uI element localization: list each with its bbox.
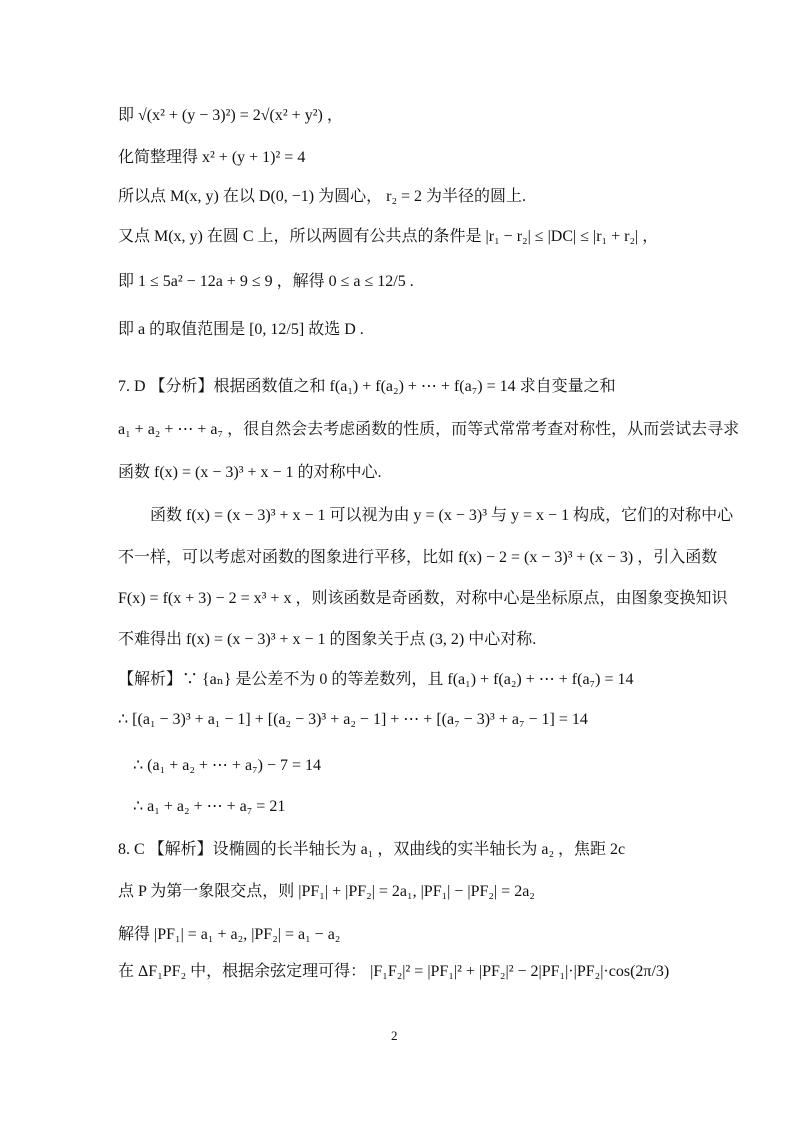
line-14: 【解析】∵ {aₙ} 是公差不为 0 的等差数列，且 f(a₁) + f(a₂) + ⋯ + f(a₇) = 14 bbox=[118, 671, 634, 688]
line-6: 即 a 的取值范围是 [0, 12/5] 故选 D . bbox=[118, 321, 364, 338]
line-17: ∴ a₁ + a₂ + ⋯ + a₇ = 21 bbox=[133, 798, 286, 815]
line-10: 函数 f(x) = (x − 3)³ + x − 1 可以视为由 y = (x − 3)³ 与 y = x − 1 构成，它们的对称中心 bbox=[150, 507, 734, 524]
line-9: 函数 f(x) = (x − 3)³ + x − 1 的对称中心. bbox=[118, 464, 382, 481]
line-11: 不一样，可以考虑对函数的图象进行平移，比如 f(x) − 2 = (x − 3)³ + (x − 3) ，引入函数 bbox=[118, 549, 718, 566]
line-13: 不难得出 f(x) = (x − 3)³ + x − 1 的图象关于点 (3, 2) 中心对称. bbox=[118, 631, 537, 648]
line-20: 解得 |PF₁| = a₁ + a₂, |PF₂| = a₁ − a₂ bbox=[118, 926, 341, 943]
line-18: 8. C 【解析】设椭圆的长半轴长为 a₁ ，双曲线的实半轴长为 a₂ ，焦距 2c bbox=[118, 841, 626, 858]
line-1: 即 √(x² + (y − 3)²) = 2√(x² + y²) ， bbox=[118, 107, 343, 124]
line-4: 又点 M(x, y) 在圆 C 上，所以两圆有公共点的条件是 |r₁ − r₂| ≤ |DC| ≤ |r₁ + r₂| ， bbox=[118, 228, 659, 245]
page-number: 2 bbox=[391, 1028, 398, 1043]
line-7: 7. D 【分析】根据函数值之和 f(a₁) + f(a₂) + ⋯ + f(a₇) = 14 求自变量之和 bbox=[118, 378, 616, 395]
line-16: ∴ (a₁ + a₂ + ⋯ + a₇) − 7 = 14 bbox=[133, 757, 321, 774]
line-3: 所以点 M(x, y) 在以 D(0, −1) 为圆心， r₂ = 2 为半径的圆上. bbox=[118, 188, 527, 205]
line-21: 在 ΔF₁PF₂ 中，根据余弦定理可得： |F₁F₂|² = |PF₁|² + |PF₂|² − 2|PF₁|·|PF₂|·cos(2π/3) bbox=[118, 963, 670, 980]
line-15: ∴ [(a₁ − 3)³ + a₁ − 1] + [(a₂ − 3)³ + a₂ − 1] + ⋯ + [(a₇ − 3)³ + a₇ − 1] = 14 bbox=[118, 711, 588, 728]
line-2: 化简整理得 x² + (y + 1)² = 4 bbox=[118, 149, 306, 166]
line-5: 即 1 ≤ 5a² − 12a + 9 ≤ 9 ，解得 0 ≤ a ≤ 12/5 . bbox=[118, 273, 414, 290]
line-12: F(x) = f(x + 3) − 2 = x³ + x ，则该函数是奇函数，对称中心是坐标原点，由图象变换知识 bbox=[118, 590, 728, 607]
line-19: 点 P 为第一象限交点，则 |PF₁| + |PF₂| = 2a₁, |PF₁| − |PF₂| = 2a₂ bbox=[118, 883, 535, 900]
line-8: a₁ + a₂ + ⋯ + a₇ ，很自然会去考虑函数的性质，而等式常常考查对称性，从而尝试去寻求 bbox=[118, 421, 740, 438]
